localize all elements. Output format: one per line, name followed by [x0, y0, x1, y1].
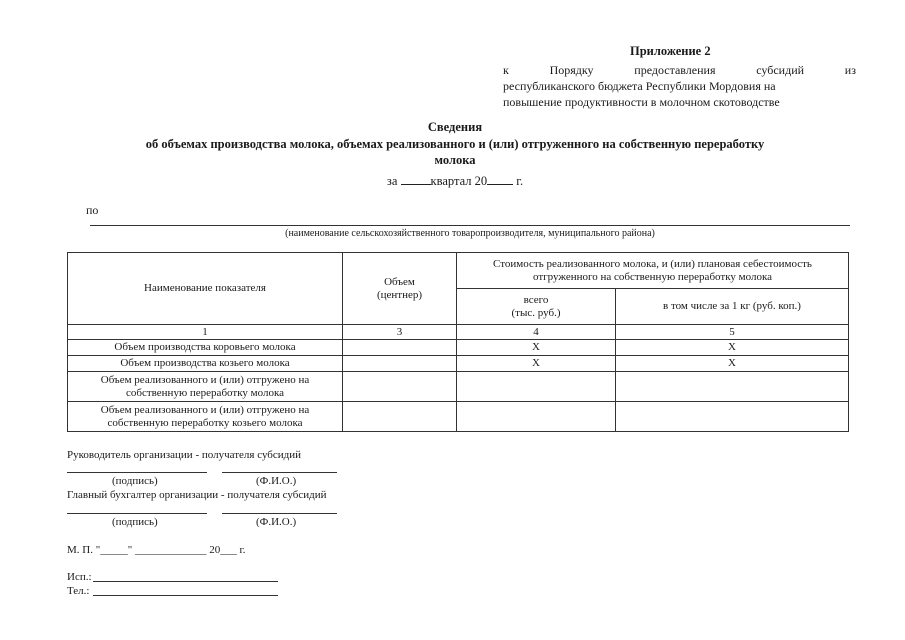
row-name: Объем производства козьего молока [68, 356, 343, 372]
executor-label: Исп.: [67, 571, 92, 583]
header-cost-group: Стоимость реализованного молока, и (или) плановая себестоимость отгруженного на собственную переработку молока [457, 253, 849, 289]
table-row [68, 372, 849, 402]
header-volume-line-1: Объем [384, 275, 415, 288]
row-name: Объем реализованного и (или) отгружено на собственную переработку молока [68, 372, 343, 402]
header-volume-line-2: (центнер) [376, 288, 423, 301]
appendix-line-2: республиканского бюджета Республики Мордовия на [503, 79, 776, 93]
phone-field[interactable] [93, 595, 278, 596]
appendix-word: из [844, 63, 856, 77]
table-row [68, 356, 849, 372]
header-total-line-1: всего [523, 293, 549, 306]
header-per-kg: в том числе за 1 кг (руб. коп.) [616, 289, 849, 325]
per-kg-cell: Х [616, 340, 849, 356]
accountant-name-field[interactable] [222, 513, 337, 514]
accountant-signature-caption: (подпись) [112, 516, 158, 528]
column-numbers-row [68, 325, 849, 340]
producer-caption: (наименование сельскохозяйственного товаропроизводителя, муниципального района) [285, 228, 655, 239]
head-signature-caption: (подпись) [112, 475, 158, 487]
accountant-signature-field[interactable] [67, 513, 207, 514]
producer-label: по [86, 203, 99, 217]
per-kg-cell: Х [616, 356, 849, 372]
header-row [68, 253, 849, 289]
period-line [60, 172, 850, 189]
head-signature-field[interactable] [67, 472, 207, 473]
column-number: 3 [343, 325, 457, 340]
table-row [68, 340, 849, 356]
header-indicator: Наименование показателя [68, 253, 343, 325]
appendix-title: Приложение 2 [630, 44, 711, 58]
stamp-date-line[interactable]: М. П. "_____" _____________ 20___ г. [67, 544, 246, 556]
year-blank[interactable] [487, 172, 513, 185]
header-total [457, 289, 616, 325]
accountant-label: Главный бухгалтер организации - получателя субсидий [67, 489, 327, 501]
appendix-reference [503, 62, 856, 110]
executor-field[interactable] [93, 581, 278, 582]
volume-cell[interactable] [343, 356, 457, 372]
period-prefix: за [386, 174, 398, 188]
accountant-name-caption: (Ф.И.О.) [256, 516, 297, 528]
title-line-2: об объемах производства молока, объемах реализованного и (или) отгруженного на собственную переработку [145, 136, 765, 151]
quarter-blank[interactable] [401, 172, 431, 185]
appendix-word: Порядку [549, 63, 594, 77]
row-name: Объем реализованного и (или) отгружено на собственную переработку козьего молока [68, 402, 343, 432]
title-line-1: Сведения [427, 120, 483, 134]
column-number: 1 [68, 325, 343, 340]
head-name-field[interactable] [222, 472, 337, 473]
total-cell[interactable] [457, 372, 616, 402]
appendix-word: к [503, 63, 509, 77]
column-number: 4 [457, 325, 616, 340]
appendix-word: субсидий [756, 63, 805, 77]
per-kg-cell[interactable] [616, 372, 849, 402]
row-name: Объем производства коровьего молока [68, 340, 343, 356]
appendix-line-3: повышение продуктивности в молочном скотоводстве [503, 95, 780, 109]
header-volume [343, 253, 457, 325]
column-number: 5 [616, 325, 849, 340]
table-row [68, 402, 849, 432]
volume-cell[interactable] [343, 372, 457, 402]
document-title [60, 119, 850, 169]
period-suffix: г. [516, 174, 524, 188]
appendix-line-1 [503, 62, 856, 78]
total-cell: Х [457, 356, 616, 372]
total-cell[interactable] [457, 402, 616, 432]
head-name-caption: (Ф.И.О.) [256, 475, 297, 487]
total-cell: Х [457, 340, 616, 356]
producer-field[interactable] [90, 225, 850, 226]
head-label: Руководитель организации - получателя субсидий [67, 449, 302, 461]
volume-cell[interactable] [343, 402, 457, 432]
header-total-line-2: (тыс. руб.) [511, 306, 561, 319]
appendix-word: предоставления [634, 63, 716, 77]
per-kg-cell[interactable] [616, 402, 849, 432]
data-table [67, 252, 849, 432]
title-line-3: молока [434, 153, 476, 167]
period-middle: квартал 20 [430, 174, 488, 188]
phone-label: Тел.: [67, 585, 90, 597]
volume-cell[interactable] [343, 340, 457, 356]
